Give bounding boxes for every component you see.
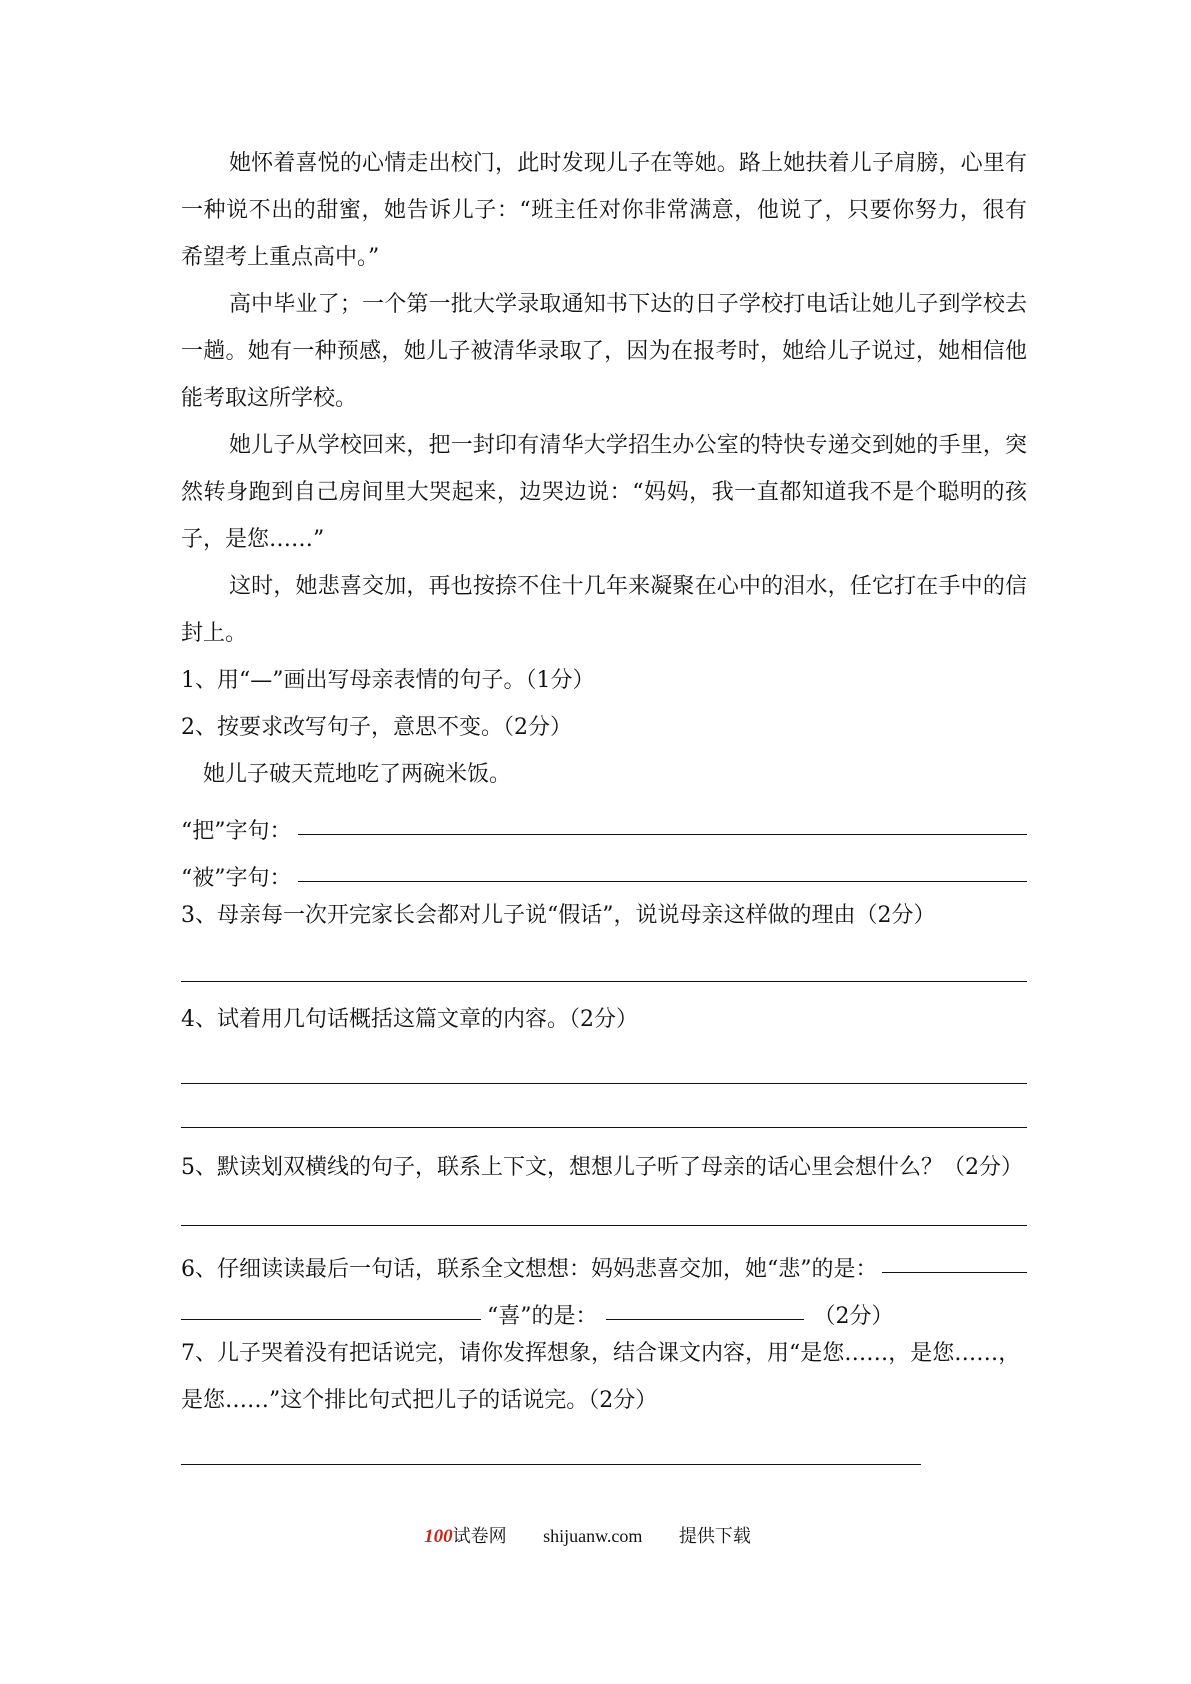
site-url[interactable]: shijuanw.com [543, 1526, 643, 1546]
question-4: 4、试着用几句话概括这篇文章的内容。（2分） [181, 1007, 638, 1032]
ba-answer-line[interactable] [298, 834, 1028, 835]
question-2: 2、按要求改写句子，意思不变。（2分） [181, 715, 572, 740]
question-4-answer-line-2[interactable] [181, 1127, 1027, 1128]
bei-label: “被”字句： [181, 866, 292, 891]
question-7-answer-line[interactable] [181, 1464, 921, 1465]
page-footer [0, 1522, 1191, 1548]
exam-page [181, 140, 1027, 1465]
question-6-row-2 [181, 1283, 1027, 1330]
question-6-row-1 [181, 1236, 1027, 1283]
logo-number: 100 [424, 1526, 453, 1547]
passage-paragraph-3: 她儿子从学校回来，把一封印有清华大学招生办公室的特快专递交到她的手里，突然转身跑到自己房间里大哭起来，边哭边说：“妈妈，我一直都知道我不是个聪明的孩子，是您……” [181, 433, 1027, 552]
question-3-answer-line[interactable] [181, 981, 1027, 982]
question-5-answer-line[interactable] [181, 1225, 1027, 1226]
question-3: 3、母亲每一次开完家长会都对儿子说“假话”，说说母亲这样做的理由（2分） [181, 903, 936, 928]
question-7: 7、儿子哭着没有把话说完，请你发挥想象，结合课文内容，用“是您……，是您……，是您……”这个排比句式把儿子的话说完。（2分） [181, 1341, 1021, 1413]
q6-sad-answer-line-end[interactable] [181, 1319, 481, 1320]
passage-paragraph-2: 高中毕业了；一个第一批大学录取通知书下达的日子学校打电话让她儿子到学校去一趟。她有一种预感，她儿子被清华录取了，因为在报考时，她给儿子说过，她相信他能考取这所学校。 [181, 292, 1027, 411]
question-5: 5、默读划双横线的句子，联系上下文，想想儿子听了母亲的话心里会想什么？（2分） [181, 1155, 1023, 1180]
ba-label: “把”字句： [181, 819, 292, 844]
q6-sad-answer-line-start[interactable] [882, 1272, 1028, 1273]
download-note: 提供下载 [678, 1526, 751, 1546]
question-2-sentence: 她儿子破天荒地吃了两碗米饭。 [203, 762, 512, 787]
question-6-text: 6、仔细读读最后一句话，联系全文想想：妈妈悲喜交加，她“悲”的是： [181, 1257, 878, 1282]
bei-answer-line[interactable] [298, 881, 1028, 882]
q6-happy-answer-line[interactable] [606, 1319, 804, 1320]
logo-text: 试卷网 [452, 1526, 507, 1546]
passage-paragraph-1: 她怀着喜悦的心情走出校门，此时发现儿子在等她。路上她扶着儿子肩膀，心里有一种说不出的甜蜜，她告诉儿子：“班主任对你非常满意，他说了，只要你努力，很有希望考上重点高中。” [181, 151, 1027, 270]
q6-score: （2分） [813, 1304, 894, 1329]
question-2-ba-row [181, 798, 1027, 845]
question-1: 1、用“—”画出写母亲表情的句子。（1分） [181, 668, 595, 693]
passage-paragraph-4: 这时，她悲喜交加，再也按捺不住十几年来凝聚在心中的泪水，任它打在手中的信封上。 [181, 574, 1027, 646]
q6-happy-label: “喜”的是： [487, 1304, 598, 1329]
question-2-bei-row [181, 845, 1027, 892]
